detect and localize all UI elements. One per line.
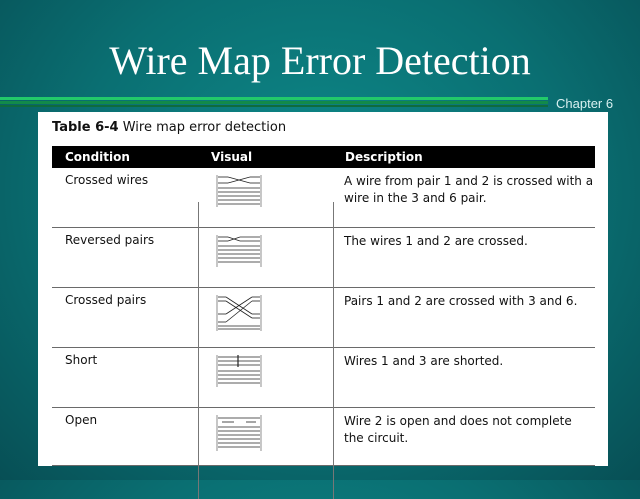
table-number: Table 6-4 xyxy=(52,120,119,135)
header-condition: Condition xyxy=(65,150,130,164)
row-condition: Crossed pairs xyxy=(65,293,147,307)
row-description: The wires 1 and 2 are crossed. xyxy=(344,234,528,248)
slide-title: Wire Map Error Detection xyxy=(109,38,531,83)
row-condition: Short xyxy=(65,353,98,367)
table-row xyxy=(52,288,595,348)
row-description: Pairs 1 and 2 are crossed with 3 and 6. xyxy=(344,294,578,308)
crossed-wires-diagram xyxy=(214,174,264,208)
row-condition: Open xyxy=(65,413,98,427)
table-caption xyxy=(52,120,286,135)
chapter-label: Chapter 6 xyxy=(556,96,614,111)
row-condition: Reversed pairs xyxy=(65,233,155,247)
table-row xyxy=(52,228,595,288)
wire-map-table xyxy=(52,146,595,466)
table-row xyxy=(52,408,595,466)
column-divider xyxy=(333,202,334,499)
title-rule-top xyxy=(0,97,548,100)
title-rule-bottom xyxy=(0,105,548,107)
row-description: Wire 2 is open and does not complete the circuit. xyxy=(344,414,572,445)
table-panel xyxy=(38,112,608,466)
column-divider xyxy=(198,202,199,499)
table-header-row xyxy=(52,146,595,168)
table-caption-text: Wire map error detection xyxy=(122,120,287,135)
header-visual: Visual xyxy=(211,150,253,164)
table-row xyxy=(52,168,595,228)
title-rule-middle xyxy=(0,101,548,104)
short-diagram xyxy=(214,354,264,388)
header-description: Description xyxy=(345,150,423,164)
reversed-pairs-diagram xyxy=(214,234,264,268)
table-row xyxy=(52,348,595,408)
open-diagram xyxy=(214,414,264,452)
row-description: A wire from pair 1 and 2 is crossed with a wire in the 3 and 6 pair. xyxy=(344,174,594,205)
row-description: Wires 1 and 3 are shorted. xyxy=(344,354,504,368)
row-condition: Crossed wires xyxy=(65,173,149,187)
crossed-pairs-diagram xyxy=(214,294,264,332)
